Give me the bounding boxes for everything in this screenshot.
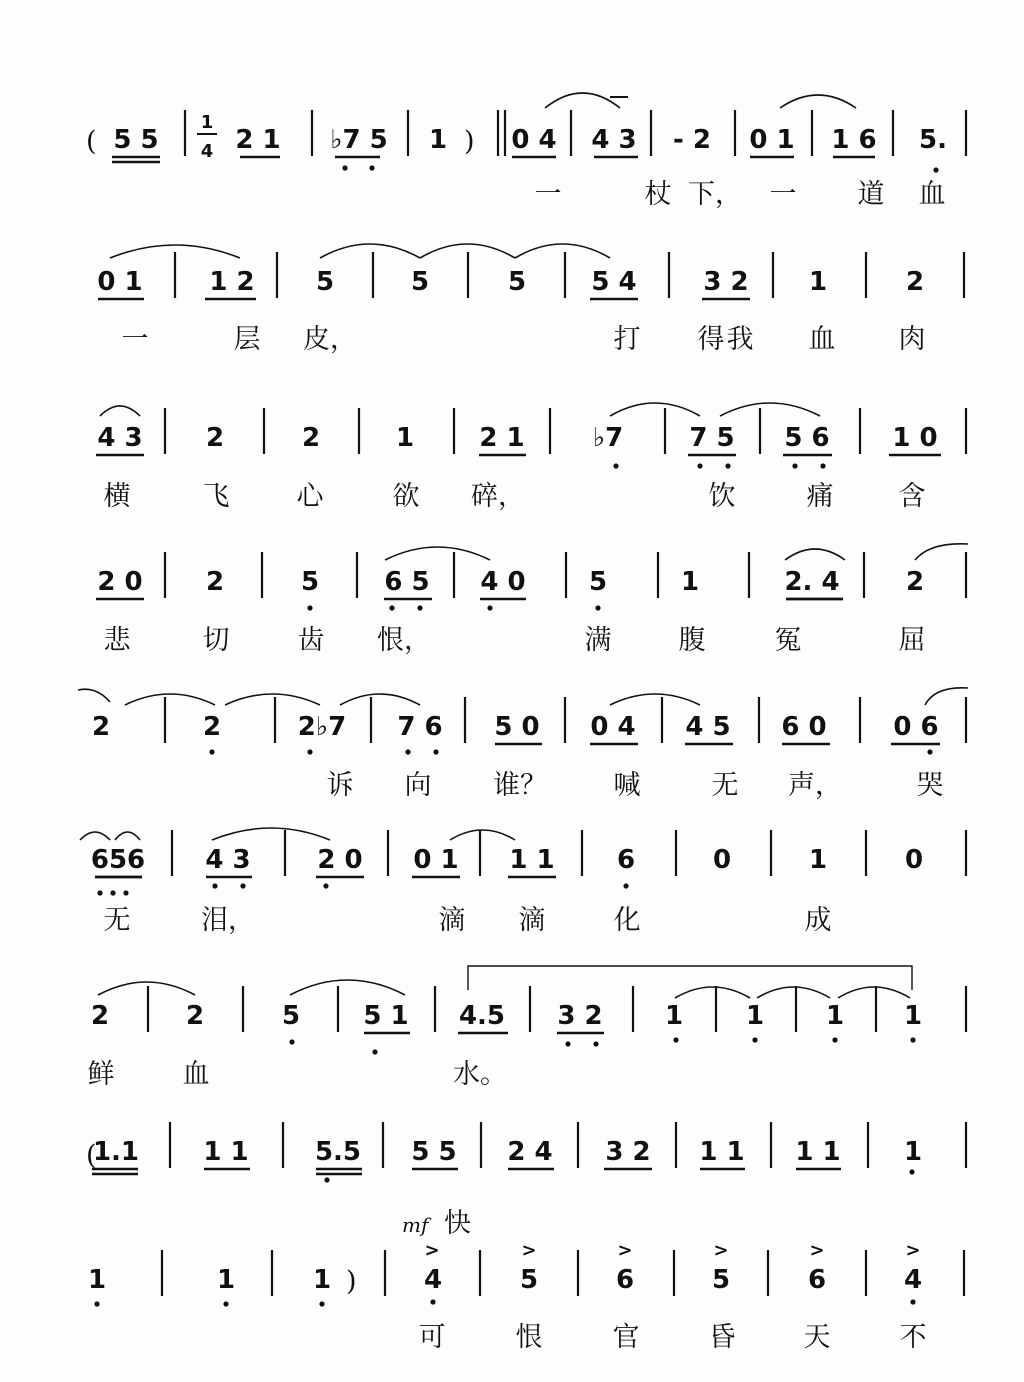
measure-notes: 1 xyxy=(428,125,448,155)
lyric-char: 满 xyxy=(584,625,612,656)
lyric-char: 冤 xyxy=(774,625,802,656)
measure-notes: 1 1 xyxy=(795,1137,841,1167)
lyric-char: 屈 xyxy=(898,625,926,656)
lyric-char: 血 xyxy=(918,179,946,210)
lyric-char: 滴 xyxy=(518,905,546,936)
lyric-char: 血 xyxy=(182,1059,210,1090)
octave-dot xyxy=(433,749,438,754)
measure-notes: 1 xyxy=(680,567,700,597)
measure-notes: 4.5 xyxy=(458,1001,506,1031)
octave-dot xyxy=(933,167,938,172)
measure-notes: 3 2 xyxy=(557,1001,603,1031)
slur xyxy=(100,406,140,416)
octave-dot xyxy=(97,890,102,895)
slur xyxy=(675,987,750,998)
lyric-char: 层 xyxy=(233,324,261,355)
paren-open: ( xyxy=(86,1140,97,1171)
measure-notes: 1.1 xyxy=(92,1137,140,1167)
lyric-char: 天 xyxy=(803,1322,831,1353)
octave-dot xyxy=(342,165,347,170)
lyric-char: 道 xyxy=(857,179,885,210)
octave-dot xyxy=(623,883,628,888)
measure-notes: 4 5 xyxy=(685,712,731,742)
octave-dot xyxy=(389,605,394,610)
octave-dot xyxy=(697,463,702,468)
lyric-char: 碎， xyxy=(471,481,525,512)
measure-notes: 6 xyxy=(615,1265,635,1295)
slur xyxy=(340,694,420,705)
octave-dot xyxy=(323,883,328,888)
octave-dot xyxy=(832,1037,837,1042)
slur xyxy=(80,832,110,840)
measure-notes: 1 xyxy=(808,267,828,297)
measure-notes: 7 5 xyxy=(689,423,735,453)
slur xyxy=(385,547,490,560)
slur xyxy=(757,987,830,998)
lyric-char: 杖 xyxy=(644,179,672,210)
slur xyxy=(450,830,515,840)
octave-dot xyxy=(752,1037,757,1042)
lyric-char: 可 xyxy=(418,1322,446,1353)
measure-notes: 2 xyxy=(202,712,222,742)
accent-mark: > xyxy=(617,1240,633,1261)
lyric-char: 一 xyxy=(534,179,562,210)
lyric-char: 水。 xyxy=(453,1059,507,1090)
lyric-char: 打 xyxy=(613,324,641,355)
octave-dot xyxy=(212,883,217,888)
octave-dot xyxy=(110,890,115,895)
accent-mark: > xyxy=(424,1240,440,1261)
paren-close: ) xyxy=(346,1266,357,1297)
measure-notes: 1 2 xyxy=(209,267,255,297)
octave-dot xyxy=(673,1037,678,1042)
octave-dot xyxy=(820,463,825,468)
measure-notes: 2 xyxy=(205,567,225,597)
octave-dot xyxy=(324,1177,329,1182)
lyric-char: 恨 xyxy=(515,1322,543,1353)
octave-dot xyxy=(725,463,730,468)
lyric-char: 哭 xyxy=(916,770,944,801)
lyric-char: 饮 xyxy=(708,481,736,512)
lyric-char: 心 xyxy=(296,481,324,512)
lyric-char: 腹 xyxy=(678,625,706,656)
measure-notes: 1 xyxy=(825,1001,845,1031)
measure-notes: 0 1 xyxy=(749,125,795,155)
slur xyxy=(515,244,610,258)
slur xyxy=(545,93,620,108)
measure-notes: 6 0 xyxy=(781,712,827,742)
accent-mark: > xyxy=(905,1240,921,1261)
measure-notes: 0 1 xyxy=(97,267,143,297)
slur xyxy=(125,694,215,705)
time-signature-top: 1 xyxy=(200,112,214,133)
slur xyxy=(78,689,110,702)
octave-dot xyxy=(910,1299,915,1304)
measure-notes: 5 4 xyxy=(591,267,637,297)
measure-notes: 656 xyxy=(90,845,146,875)
tempo-mark: 快 xyxy=(444,1208,471,1239)
measure-notes: 5 xyxy=(507,267,527,297)
lyric-char: 滴 xyxy=(438,905,466,936)
dynamic-mark: mf xyxy=(402,1213,429,1237)
measure-notes: 5 5 xyxy=(411,1137,457,1167)
measure-notes: 1 0 xyxy=(892,423,938,453)
measure-notes: 6 5 xyxy=(384,567,430,597)
octave-dot xyxy=(430,1299,435,1304)
octave-dot xyxy=(910,1037,915,1042)
measure-notes: 5 1 xyxy=(363,1001,409,1031)
slur xyxy=(610,694,700,705)
slur xyxy=(212,828,330,840)
octave-dot xyxy=(909,1169,914,1174)
measure-notes: 2 xyxy=(301,423,321,453)
lyric-char: 悲 xyxy=(103,625,131,656)
lyric-char: 痛 xyxy=(806,481,834,512)
measure-notes: 5 xyxy=(711,1265,731,1295)
measure-notes: 1 xyxy=(312,1265,332,1295)
measure-notes: 7 6 xyxy=(397,712,443,742)
lyric-char: 含 xyxy=(898,481,926,512)
lyric-char: 声， xyxy=(788,770,842,801)
measure-notes: 5 xyxy=(410,267,430,297)
lyric-char: 无 xyxy=(711,770,739,801)
octave-dot xyxy=(927,749,932,754)
octave-dot xyxy=(240,883,245,888)
slur xyxy=(838,987,910,998)
measure-notes: 3 2 xyxy=(605,1137,651,1167)
octave-dot xyxy=(209,749,214,754)
lyric-char: 齿 xyxy=(297,625,325,656)
octave-dot xyxy=(307,749,312,754)
slur xyxy=(785,549,845,560)
measure-notes: 1 1 xyxy=(203,1137,249,1167)
measure-notes: 2 xyxy=(205,423,225,453)
measure-notes: 2 1 xyxy=(235,125,281,155)
octave-dot xyxy=(792,463,797,468)
measure-notes: 6 xyxy=(616,845,636,875)
lyric-char: 成 xyxy=(804,905,832,936)
measure-notes: 5 6 xyxy=(784,423,830,453)
slur xyxy=(915,544,968,560)
octave-dot xyxy=(595,605,600,610)
slur xyxy=(925,688,968,705)
measure-notes: 1 xyxy=(395,423,415,453)
measure-notes: 4 0 xyxy=(480,567,526,597)
measure-notes: 1 1 xyxy=(699,1137,745,1167)
slur xyxy=(320,244,420,258)
measure-notes: 0 xyxy=(712,845,732,875)
lyric-char: 下， xyxy=(688,179,742,210)
lyric-char: 血 xyxy=(808,324,836,355)
accent-mark: > xyxy=(713,1240,729,1261)
time-signature-bottom: 4 xyxy=(200,141,214,162)
lyric-char: 诉 xyxy=(326,770,354,801)
lyric-char: 泪， xyxy=(201,905,255,936)
octave-dot xyxy=(565,1041,570,1046)
measure-notes: 1 xyxy=(903,1137,923,1167)
lyric-char: 飞 xyxy=(202,481,230,512)
measure-notes: 1 xyxy=(903,1001,923,1031)
lyric-char: 横 xyxy=(103,481,131,512)
measure-notes: 4 3 xyxy=(591,125,637,155)
lyric-char: 不 xyxy=(899,1322,927,1353)
slur xyxy=(610,403,700,416)
measure-notes: 1 1 xyxy=(509,845,555,875)
octave-dot xyxy=(372,1049,377,1054)
measure-notes: 2 xyxy=(185,1001,205,1031)
measure-notes: ♭7 5 xyxy=(330,125,388,155)
measure-notes: 1 xyxy=(745,1001,765,1031)
lyric-char: 皮， xyxy=(303,324,357,355)
lyric-char: 欲 xyxy=(392,481,420,512)
octave-dot xyxy=(613,463,618,468)
slur xyxy=(290,980,405,995)
lyric-char: 鲜 xyxy=(87,1059,115,1090)
measure-notes: 1 xyxy=(808,845,828,875)
measure-notes: 2. 4 xyxy=(784,567,840,597)
accent-mark: > xyxy=(521,1240,537,1261)
lyric-char: 谁？ xyxy=(493,770,547,801)
octave-dot xyxy=(369,165,374,170)
octave-dot xyxy=(417,605,422,610)
measure-notes: 1 6 xyxy=(831,125,877,155)
measure-notes: 1 xyxy=(664,1001,684,1031)
measure-notes: 2♭7 xyxy=(297,712,347,742)
measure-notes: 4 3 xyxy=(97,423,143,453)
measure-notes: 5 xyxy=(315,267,335,297)
octave-dot xyxy=(593,1041,598,1046)
octave-dot xyxy=(405,749,410,754)
lyric-char: 切 xyxy=(202,625,230,656)
measure-notes: 0 4 xyxy=(511,125,557,155)
slur xyxy=(720,403,820,416)
measure-notes: 2 1 xyxy=(479,423,525,453)
lyric-char: 化 xyxy=(613,905,641,936)
measure-notes: 1 xyxy=(216,1265,236,1295)
measure-notes: 4 xyxy=(903,1265,923,1295)
lyric-char: 肉 xyxy=(898,324,926,355)
measure-notes: 1 xyxy=(87,1265,107,1295)
lyric-char: 一 xyxy=(769,179,797,210)
measure-notes: ♭7 xyxy=(592,423,624,453)
measure-notes: 5 xyxy=(281,1001,301,1031)
paren-close: ) xyxy=(464,126,475,157)
lyric-char: 得 xyxy=(697,324,725,355)
measure-notes: 5 xyxy=(519,1265,539,1295)
octave-dot xyxy=(289,1039,294,1044)
measure-notes: 0 xyxy=(904,845,924,875)
measure-notes: 0 1 xyxy=(413,845,459,875)
measure-notes: 6 xyxy=(807,1265,827,1295)
octave-dot xyxy=(487,605,492,610)
lyric-char: 一 xyxy=(121,324,149,355)
slur xyxy=(98,982,195,995)
measure-notes: 5 xyxy=(588,567,608,597)
measure-notes: 0 6 xyxy=(893,712,939,742)
accent-mark: > xyxy=(809,1240,825,1261)
measure-notes: - 2 xyxy=(673,125,711,155)
measure-notes: 2 xyxy=(905,567,925,597)
lyric-char: 喊 xyxy=(613,770,641,801)
measure-notes: 4 3 xyxy=(205,845,251,875)
slur xyxy=(225,694,320,705)
measure-notes: 5. xyxy=(919,125,947,155)
lyric-char: 昏 xyxy=(708,1322,736,1353)
lyric-char: 我 xyxy=(726,324,754,355)
measure-notes: 2 xyxy=(91,712,111,742)
bracket xyxy=(468,966,912,990)
measure-notes: 2 4 xyxy=(507,1137,553,1167)
lyric-char: 向 xyxy=(404,770,432,801)
measure-notes: 2 xyxy=(905,267,925,297)
octave-dot xyxy=(223,1301,228,1306)
octave-dot xyxy=(94,1301,99,1306)
paren-open: ( xyxy=(86,126,97,157)
measure-notes: 2 0 xyxy=(317,845,363,875)
octave-dot xyxy=(307,605,312,610)
measure-notes: 3 2 xyxy=(703,267,749,297)
octave-dot xyxy=(319,1301,324,1306)
measure-notes: 4 xyxy=(423,1265,443,1295)
measure-notes: 5 5 xyxy=(113,125,159,155)
measure-notes: 5.5 xyxy=(314,1137,362,1167)
slur xyxy=(780,95,856,108)
measure-notes: 5 xyxy=(300,567,320,597)
lyric-char: 恨， xyxy=(377,625,431,656)
octave-dot xyxy=(123,890,128,895)
measure-notes: 0 4 xyxy=(590,712,636,742)
lyric-char: 官 xyxy=(612,1322,640,1353)
measure-notes: 2 0 xyxy=(97,567,143,597)
measure-notes: 2 xyxy=(90,1001,110,1031)
slur xyxy=(115,832,140,840)
lyric-char: 无 xyxy=(103,905,131,936)
measure-notes: 5 0 xyxy=(494,712,540,742)
